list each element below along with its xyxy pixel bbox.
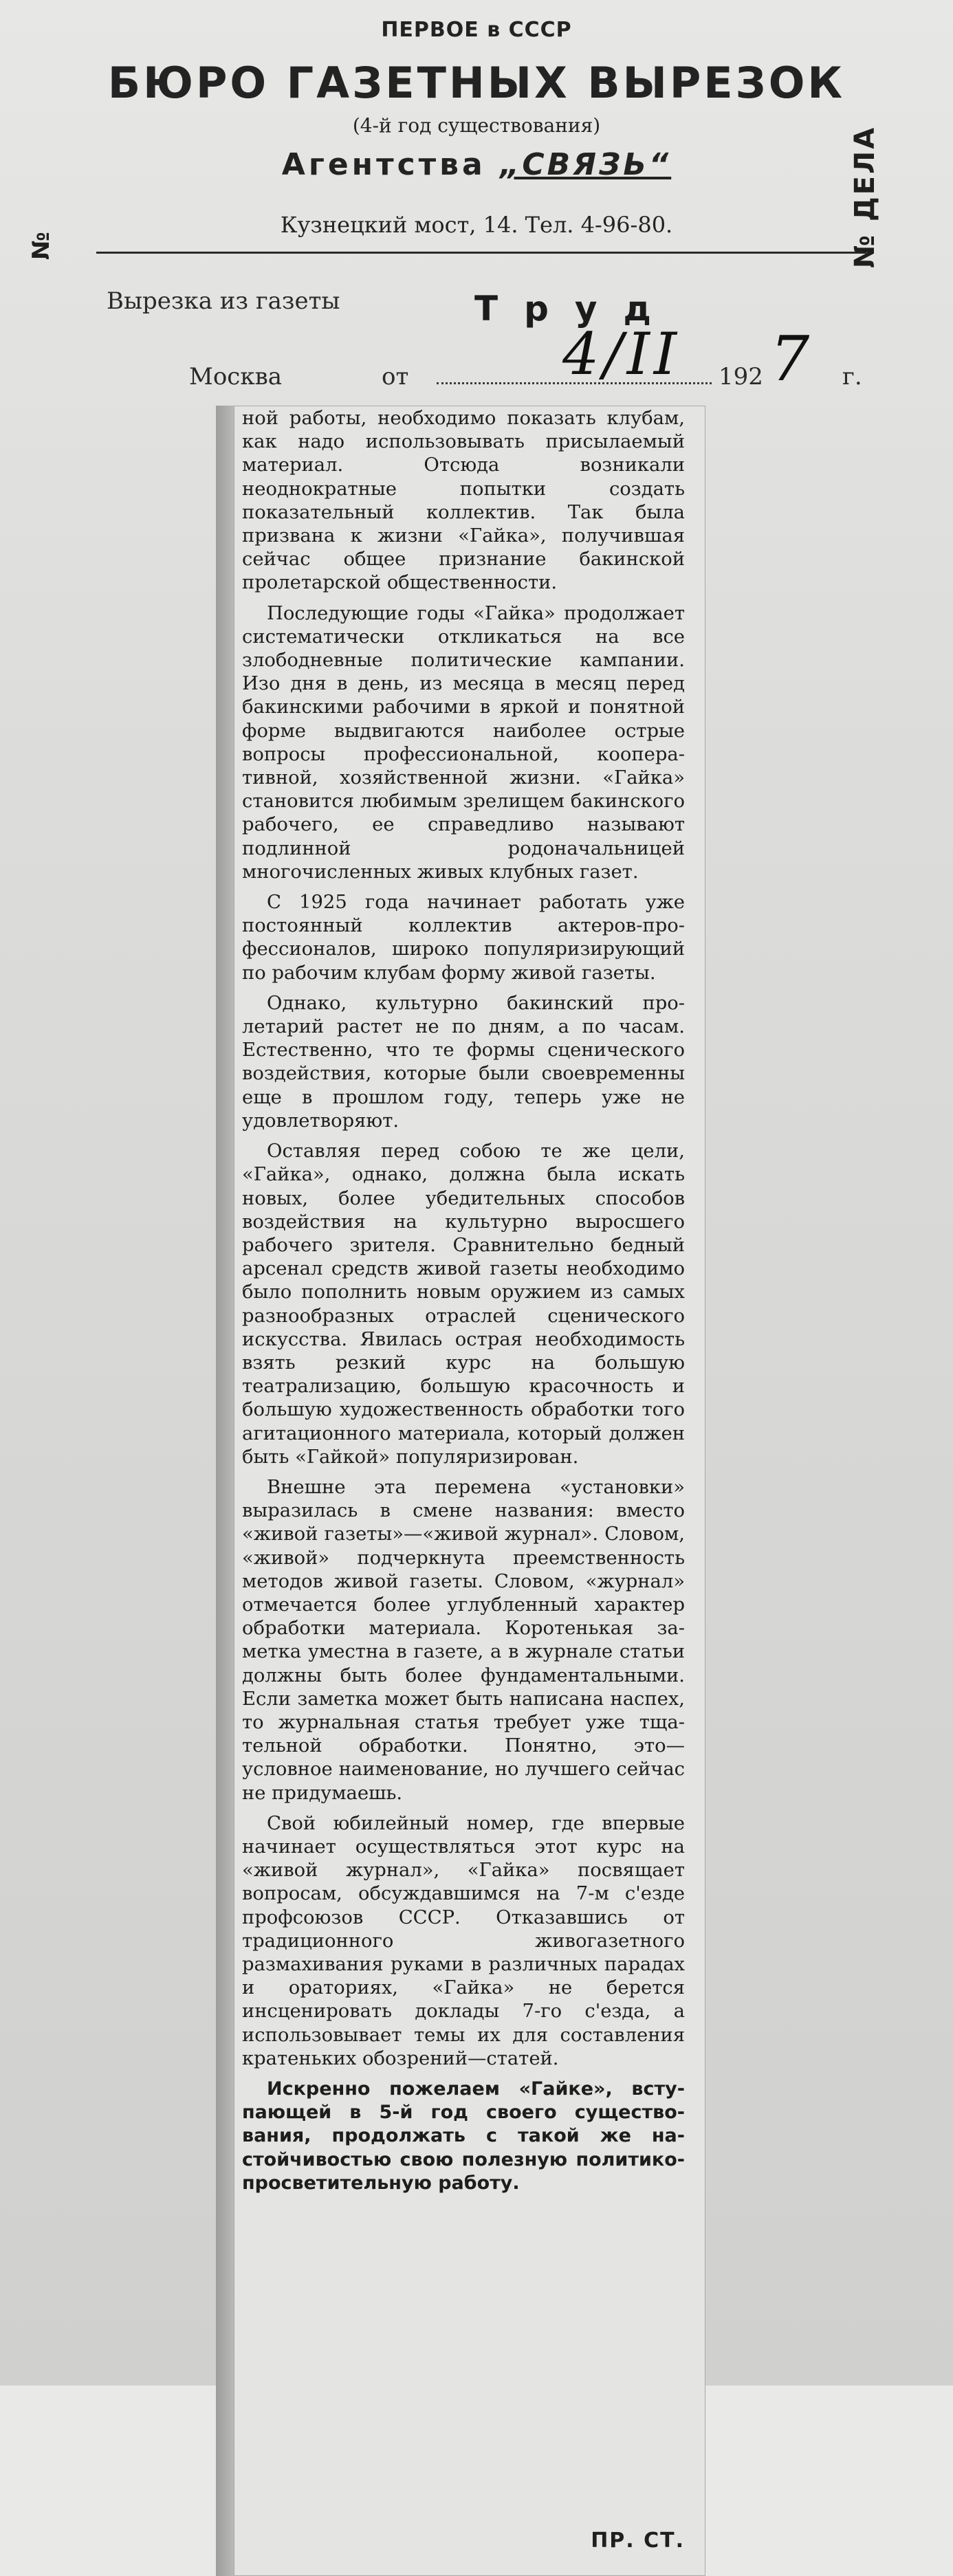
article-paragraph: Последующие годы «Гайка» продолжает систематически откликаться на все злободневные политические кампании. Изо дня в день, из месяца в месяц перед бакинскими рабочими в яркой и понятной форме выдвигаются наиболее острые вопросы профессиональной, кооперативной, хозяйственной жизни. «Гайка» становится любимым зрелищем бакинского рабочего, ее справедливо называют подлинной родоначальницей многочисленных живых клубных газет. xyxy=(242,602,685,883)
year-of-existence: (4-й год существования) xyxy=(352,114,601,137)
case-number-label: № ДЕЛА xyxy=(849,125,881,268)
article-closing-paragraph: Искренно пожелаем «Гайке», вступающей в 5-й год своего существования, продолжать с такой же настойчивостью свою полезную политико-просветительную работу. xyxy=(242,2078,685,2194)
handwritten-year: 7 xyxy=(770,323,810,395)
newspaper-clipping xyxy=(234,406,705,2576)
first-in-ussr: ПЕРВОЕ в СССР xyxy=(381,18,572,42)
agency-line xyxy=(0,147,953,182)
year-suffix: г. xyxy=(842,363,862,390)
clip-label: Вырезка из газеты xyxy=(107,287,340,315)
address: Кузнецкий мост, 14. Тел. 4-96-80. xyxy=(280,212,673,238)
article-paragraph: Внешне эта перемена «установки» выразилась в смене названия: вместо «живой газеты»—«живой журнал». Словом, «живой» подчеркнута преемственность методов живой газеты. Словом, «журнал» отмечается более углубленный характер обработки материала. Коротенькая заметка уместна в газете, а в журнале статьи должны быть более фундаментальными. Если заметка может быть написана наспех, то журнальная статья требует уже тщательной обработки. Понятно, это— условное наименование, но лучшего сейчас не придумаешь. xyxy=(242,1476,685,1804)
handwritten-date: 4/II xyxy=(562,320,681,388)
bureau-title: БЮРО ГАЗЕТНЫХ ВЫРЕЗОК xyxy=(107,58,846,108)
from-label: от xyxy=(382,363,409,390)
number-sign-left: № xyxy=(28,232,55,260)
header-rule xyxy=(96,252,866,254)
agency-name: „СВЯЗЬ“ xyxy=(500,147,672,182)
bureau-header xyxy=(0,0,953,275)
article-body xyxy=(242,407,685,2202)
article-paragraph: Однако, культурно бакинский пролетарий растет не по дням, а по часам. Естественно, что те формы сценического воздействия, которые были своевременны еще в прошлом году, теперь уже не удовлетворяют. xyxy=(242,992,685,1132)
newspaper-name: Труд xyxy=(474,289,677,329)
article-paragraph: Свой юбилейный номер, где впервые начинает осуществляться этот курс на «живой журнал», «Гайка» посвящает вопросам, обсуждавшимся на 7-м с'езде профсоюзов СССР. Отказавшись от традиционного живогазетного размахивания руками в различных парадах и ораториях, «Гайка» не берется инсценировать доклады 7-го с'езда, а использовывает темы их для составления кратеньких обозрений—статей. xyxy=(242,1812,685,2069)
article-signature: ПР. СТ. xyxy=(591,2529,685,2553)
year-prefix: 192 xyxy=(719,363,763,390)
article-paragraph: С 1925 года начинает работать уже постоянный коллектив актеров-профессионалов, широко популяризирующий по рабочим клубам форму живой газеты. xyxy=(242,892,685,984)
city-label: Москва xyxy=(189,363,282,390)
article-paragraph: Оставляя перед собою те же цели, «Гайка», однако, должна была искать новых, более убедительных способов воздействия на культурно выросшего рабочего зрителя. Сравнительно бедный арсенал средств живой газеты необходимо было пополнить новым оружием из самых разнообразных отраслей сценического искусства. Явилась острая необходимость взять резкий курс на большую театрализацию, большую красочность и большую художественность обработки того агитационного материала, который должен быть «Гайкой» популяризирован. xyxy=(242,1141,685,1468)
article-paragraph: ной работы, необходимо показать клубам, как надо использовывать присылаемый материал. Отсюда возникали неоднократные попытки создать показательный коллектив. Так была призвана к жизни «Гайка», получившая сейчас общее признание бакинской пролетарской общественности. xyxy=(242,408,685,594)
agency-prefix: Агентства xyxy=(281,147,486,182)
